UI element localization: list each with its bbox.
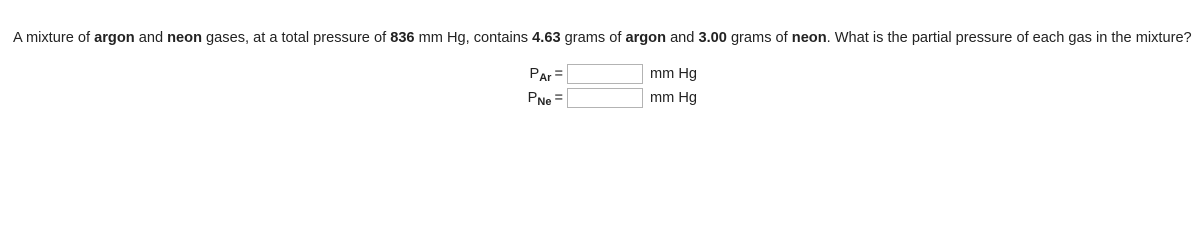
question-fragment: A mixture of xyxy=(13,30,95,46)
label-subscript: Ar xyxy=(539,72,552,84)
neon-pressure-label xyxy=(500,86,563,110)
label-subscript: Ne xyxy=(537,96,552,108)
question-fragment: and xyxy=(666,30,699,46)
total-pressure-value: 836 xyxy=(390,30,415,46)
gas-name-argon: argon xyxy=(625,30,667,46)
gas-name-neon: neon xyxy=(791,30,827,46)
question-fragment: . What is the partial pressure of each gas in the mixture? xyxy=(826,30,1192,46)
equals-sign: = xyxy=(554,90,563,106)
argon-pressure-input[interactable] xyxy=(567,64,643,84)
question-fragment: grams of xyxy=(560,30,626,46)
argon-mass-value: 4.63 xyxy=(532,30,561,46)
unit-label: mm Hg xyxy=(650,90,698,106)
argon-pressure-label xyxy=(500,62,563,86)
label-main: P xyxy=(527,90,538,106)
question-text xyxy=(13,29,1192,47)
neon-mass-value: 3.00 xyxy=(698,30,727,46)
gas-name-neon: neon xyxy=(167,30,202,46)
question-fragment: grams of xyxy=(726,30,792,46)
question-fragment: and xyxy=(134,30,168,46)
question-fragment: gases, at a total pressure of xyxy=(202,30,391,46)
question-fragment: mm Hg, contains xyxy=(414,30,533,46)
gas-name-argon: argon xyxy=(94,30,135,46)
unit-label: mm Hg xyxy=(650,66,698,82)
equals-sign: = xyxy=(554,66,563,82)
label-main: P xyxy=(529,66,540,82)
neon-pressure-input[interactable] xyxy=(567,88,643,108)
